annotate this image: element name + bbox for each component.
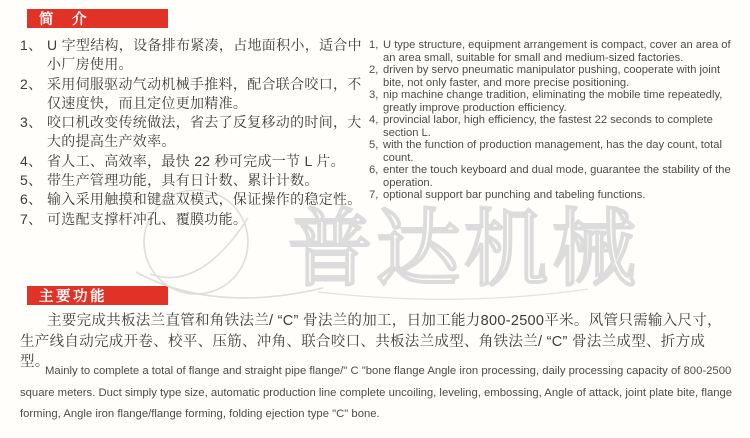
list-item xyxy=(20,171,368,190)
item-number: 5、 xyxy=(20,172,43,189)
list-item xyxy=(369,39,739,64)
list-item xyxy=(369,139,739,164)
item-text: driven by servo pneumatic manipulator pushing, cooperate with joint bite, not only faster, and more precise positioning. xyxy=(383,64,721,89)
item-number: 7, xyxy=(369,189,379,201)
list-item xyxy=(369,64,739,89)
intro-list-en xyxy=(369,39,739,202)
item-number: 2, xyxy=(369,64,379,76)
item-number: 1、 xyxy=(20,37,43,53)
list-item xyxy=(369,189,739,202)
main-functions-paragraph-cn: 主要完成共板法兰直管和角铁法兰/ “C” 骨法兰的加工，日加工能力800-2500平米。风管只需输入尺寸，生产线自动完成开卷、校平、压筋、冲角、联合咬口、共板法兰成型、角铁法兰/ “C” 骨法兰成型、折方成型。 xyxy=(20,313,722,370)
list-item xyxy=(20,113,368,152)
section-header-intro xyxy=(27,9,168,28)
list-item xyxy=(20,36,368,75)
section-header-main-functions-label: 主要功能 xyxy=(39,289,107,305)
item-text: 输入采用触摸和键盘双模式，保证操作的稳定性。 xyxy=(47,191,362,208)
intro-list-cn xyxy=(20,36,368,229)
item-number: 3、 xyxy=(20,114,43,131)
list-item xyxy=(20,152,368,171)
item-number: 5, xyxy=(369,139,379,151)
list-item xyxy=(20,190,368,209)
item-text: enter the touch keyboard and dual mode, guarantee the stability of the operation. xyxy=(383,164,731,189)
item-number: 7、 xyxy=(20,210,43,227)
item-text: provincial labor, high efficiency, the fastest 22 seconds to complete section L. xyxy=(383,114,713,139)
main-functions-paragraph-en: Mainly to complete a total of flange and straight pipe flange/" C "bone flange Angle iron processing, daily processing capacity of 800-2500 square meters. Duct simply type size, automatic production line complete uncoiling, leveling, embossing, Angle of attack, joint plate bite, flange forming, Angle iron flange/flange forming, folding ejection type "C" bone. xyxy=(20,365,733,420)
section-header-main-functions xyxy=(27,286,168,305)
item-number: 1, xyxy=(369,39,379,51)
list-item xyxy=(369,89,739,114)
list-item xyxy=(20,75,368,114)
item-text: U 字型结构，设备排布紧凑，占地面积小，适合中小厂房使用。 xyxy=(47,37,362,73)
item-text: optional support bar punching and tabeling functions. xyxy=(383,189,646,201)
item-text: with the function of production management, has the day count, total count. xyxy=(383,139,722,164)
item-text: 带生产管理功能，具有日计数、累计计数。 xyxy=(47,172,319,189)
item-text: 省人工、高效率，最快 22 秒可完成一节 L 片。 xyxy=(47,152,345,169)
item-number: 2、 xyxy=(20,75,43,92)
item-number: 6, xyxy=(369,164,379,176)
list-item xyxy=(369,114,739,139)
item-number: 3, xyxy=(369,89,379,101)
item-text: 采用伺服驱动气动机械手推料，配合联合咬口，不仅速度快，而且定位更加精准。 xyxy=(47,75,362,111)
list-item xyxy=(20,210,368,229)
watermark-text: 普达机械 xyxy=(288,202,641,296)
section-header-intro-label: 简 介 xyxy=(39,12,89,28)
list-item xyxy=(369,164,739,189)
item-number: 4、 xyxy=(20,152,43,169)
item-number: 4, xyxy=(369,114,379,126)
item-text: U type structure, equipment arrangement is compact, cover an area of an area small, suitable for small and medium-sized factories. xyxy=(383,39,731,64)
item-text: nip machine change tradition, eliminating the mobile time repeatedly, greatly improve production efficiency. xyxy=(383,89,723,114)
item-text: 可选配支撑杆冲孔、覆膜功能。 xyxy=(47,210,248,227)
item-number: 6、 xyxy=(20,191,43,208)
item-text: 咬口机改变传统做法，省去了反复移动的时间，大大的提高生产效率。 xyxy=(47,114,362,150)
